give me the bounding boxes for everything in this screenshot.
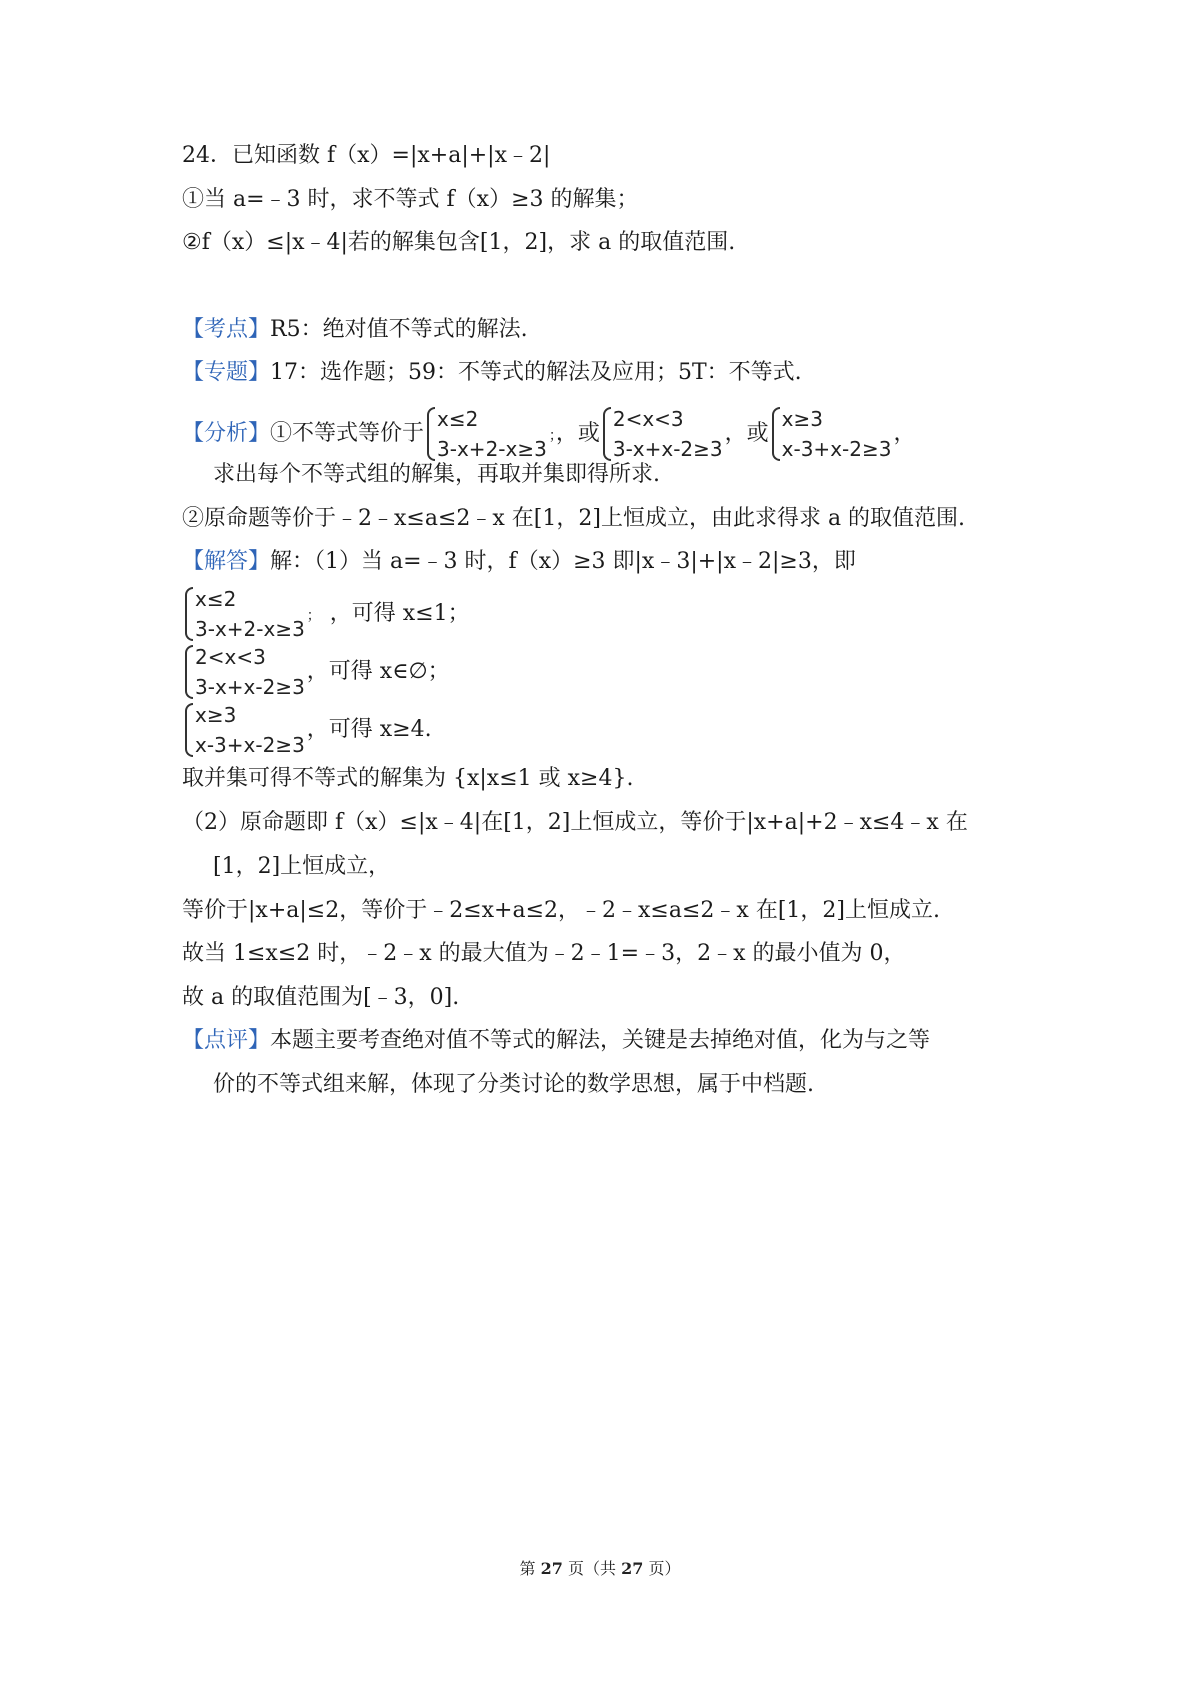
dianping-line-1: 本题主要考查绝对值不等式的解法，关键是去掉绝对值，化为与之等 <box>270 1028 931 1053</box>
zhuanti-text: 17：选作题；59：不等式的解法及应用；5T：不等式. <box>270 360 802 385</box>
zhuanti-line <box>182 358 802 388</box>
fenxi-tag: 【分析】 <box>182 421 271 446</box>
jieda-part2-line-2: [1，2]上恒成立， <box>213 854 391 879</box>
dianping-line <box>182 1026 930 1056</box>
fenxi-system-1-row-1: x≤2 <box>437 407 479 431</box>
footer-prefix: 第 <box>519 1559 541 1578</box>
jieda-part2-line-1: （2）原命题即 f（x）≤|x﹣4|在[1，2]上恒成立，等价于|x+a|+2﹣x≤4﹣x 在 <box>182 810 968 835</box>
jieda-part2-line-5: 故 a 的取值范围为[﹣3，0]. <box>182 985 460 1010</box>
jieda-tag: 【解答】 <box>182 549 271 574</box>
problem-part1: ①当 a=﹣3 时，求不等式 f（x）≥3 的解集； <box>182 187 639 212</box>
case3-system-row-1: x≥3 <box>195 703 237 727</box>
page-footer <box>0 1556 1200 1579</box>
kaodian-text: R5：绝对值不等式的解法. <box>270 317 528 342</box>
case1-system-row-1: x≤2 <box>195 587 237 611</box>
fenxi-separator: ； <box>548 428 556 444</box>
jieda-case-2 <box>182 640 450 704</box>
fenxi-system-3 <box>771 404 892 464</box>
problem-part2: ②f（x）≤|x﹣4|若的解集包含[1，2]，求 a 的取值范围. <box>182 230 736 255</box>
jieda-part2-line-4: 故当 1≤x≤2 时，﹣2﹣x 的最大值为﹣2﹣1=﹣3，2﹣x 的最小值为 0， <box>182 941 906 966</box>
case1-separator: ； <box>306 608 314 624</box>
footer-current-page: 27 <box>540 1559 563 1578</box>
dianping-tag: 【点评】 <box>182 1028 271 1053</box>
fenxi-line <box>182 402 915 466</box>
case2-system <box>184 642 305 702</box>
fenxi-or-2: ，或 <box>724 421 769 446</box>
case1-system-row-2: 3-x+2-x≥3 <box>195 617 305 641</box>
case3-system <box>184 700 305 760</box>
jieda-intro: 解：（1）当 a=﹣3 时，f（x）≥3 即|x﹣3|+|x﹣2|≥3，即 <box>270 549 856 574</box>
footer-suffix: 页） <box>643 1559 681 1578</box>
fenxi-line-2: 求出每个不等式组的解集，再取并集即得所求. <box>213 462 660 487</box>
footer-total-pages: 27 <box>621 1559 644 1578</box>
fenxi-system-3-row-1: x≥3 <box>781 407 823 431</box>
fenxi-system-2 <box>602 404 723 464</box>
fenxi-system-3-row-2: x-3+x-2≥3 <box>781 437 892 461</box>
case1-system <box>184 584 305 644</box>
fenxi-system-2-row-2: 3-x+x-2≥3 <box>612 437 723 461</box>
kaodian-line <box>182 315 528 345</box>
jieda-part2-line-3: 等价于|x+a|≤2，等价于﹣2≤x+a≤2，﹣2﹣x≤a≤2﹣x 在[1，2]上恒成立. <box>182 898 940 923</box>
fenxi-system-2-row-1: 2<x<3 <box>612 407 684 431</box>
fenxi-system-1-row-2: 3-x+2-x≥3 <box>437 437 547 461</box>
jieda-line <box>182 547 856 577</box>
fenxi-end: ， <box>893 421 916 446</box>
dianping-line-2: 价的不等式组来解，体现了分类讨论的数学思想，属于中档题. <box>213 1072 814 1097</box>
problem-statement: 24．已知函数 f（x）=|x+a|+|x﹣2| <box>182 143 551 168</box>
case2-system-row-1: 2<x<3 <box>195 645 266 669</box>
fenxi-line-3: ②原命题等价于﹣2﹣x≤a≤2﹣x 在[1，2]上恒成立，由此求得求 a 的取值范围. <box>182 506 966 531</box>
kaodian-tag: 【考点】 <box>182 317 271 342</box>
fenxi-system-1 <box>426 404 547 464</box>
fenxi-or-1: ，或 <box>555 421 600 446</box>
case2-result: ，可得 x∈∅； <box>306 659 450 684</box>
jieda-union: 取并集可得不等式的解集为 {x|x≤1 或 x≥4}. <box>182 766 634 791</box>
zhuanti-tag: 【专题】 <box>182 360 271 385</box>
fenxi-lead: ①不等式等价于 <box>270 421 425 446</box>
footer-middle: 页（共 <box>562 1559 622 1578</box>
jieda-case-3 <box>182 698 432 762</box>
case3-result: ，可得 x≥4. <box>306 717 432 742</box>
case2-system-row-2: 3-x+x-2≥3 <box>195 675 305 699</box>
case3-system-row-2: x-3+x-2≥3 <box>195 733 305 757</box>
jieda-case-1 <box>182 582 470 648</box>
case1-result: ，可得 x≤1； <box>329 601 470 626</box>
